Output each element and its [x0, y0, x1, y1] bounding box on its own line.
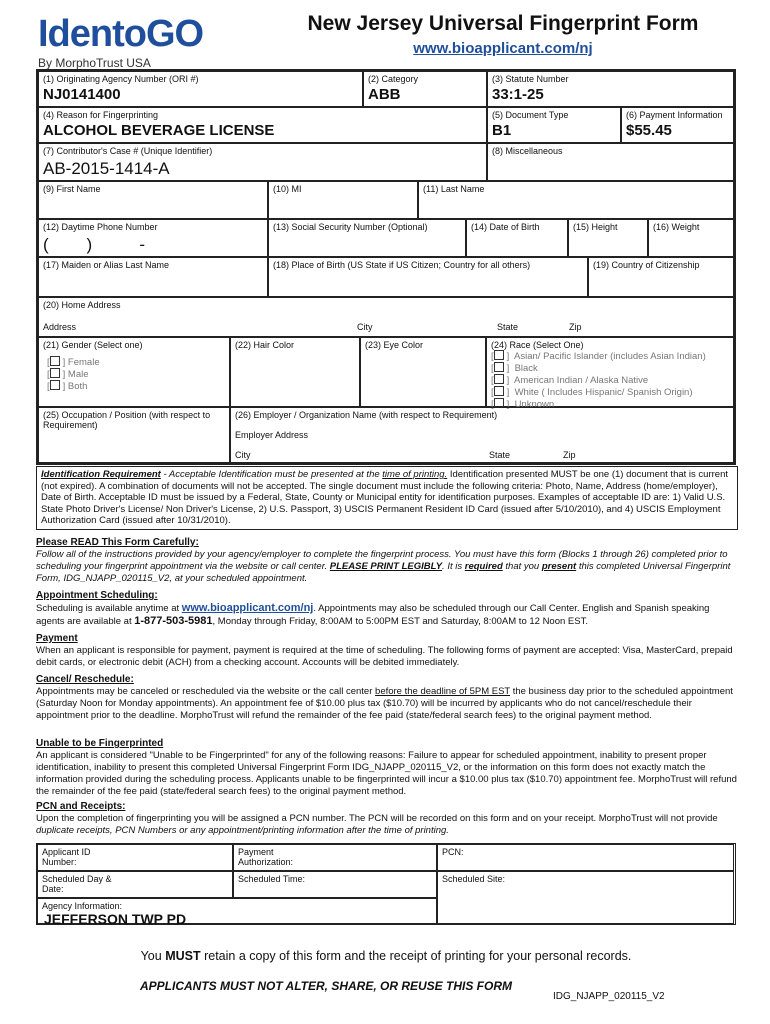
- applicant-id-field[interactable]: [37, 844, 233, 871]
- agency-info-label: Agency Information:: [42, 901, 123, 911]
- appt-text: , Monday through Friday, 8:00AM to 5:00PM EST and Saturday, 8:00AM to 12 Noon EST.: [212, 616, 588, 627]
- citizenship-label: (19) Country of Citizenship: [593, 260, 700, 270]
- call-center-phone: 1-877-503-5981: [134, 615, 213, 627]
- race-option[interactable]: [ ] American Indian / Alaska Native: [491, 375, 649, 386]
- payment-label: (6) Payment Information: [626, 110, 723, 120]
- office-use-box: [36, 843, 736, 925]
- race-option[interactable]: [ ] Asian/ Pacific Islander (includes Asian Indian): [491, 351, 706, 362]
- pcn-field[interactable]: [437, 844, 734, 871]
- applicant-form: [36, 69, 736, 465]
- agency-info-field[interactable]: [37, 898, 437, 927]
- race-option-label: White ( Includes Hispanic/ Spanish Origin): [514, 387, 693, 398]
- doctype-value: B1: [492, 122, 512, 139]
- scheduled-site-label: Scheduled Site:: [442, 874, 506, 884]
- do-not-alter-warning: APPLICANTS MUST NOT ALTER, SHARE, OR REUSE THIS FORM: [140, 979, 513, 993]
- cancel-text: Appointments may be canceled or rescheduled via the website or the call center: [36, 686, 376, 697]
- cancel-heading: Cancel/ Reschedule:: [36, 674, 134, 685]
- pcn-text-italic: duplicate receipts, PCN Numbers or any appointment/printing information after the time of printing.: [36, 825, 449, 836]
- eye-color-field[interactable]: [360, 337, 486, 407]
- category-value: ABB: [368, 86, 401, 103]
- scheduled-time-label: Scheduled Time:: [238, 874, 306, 884]
- ident-time: time of printing.: [382, 469, 448, 480]
- state-caption: State: [497, 322, 519, 332]
- gender-option-label: Both: [67, 381, 88, 392]
- mi-field[interactable]: [268, 181, 418, 219]
- ssn-label: (13) Social Security Number (Optional): [273, 222, 428, 232]
- identogo-logo: [38, 13, 218, 70]
- misc-label: (8) Miscellaneous: [492, 146, 563, 156]
- checkbox-icon[interactable]: [494, 350, 504, 360]
- employer-address-caption: Employer Address: [235, 430, 309, 440]
- applicant-id-label: Applicant ID Number:: [42, 847, 91, 867]
- gender-field: [38, 337, 230, 407]
- race-option[interactable]: [ ] Unknown: [491, 399, 555, 410]
- payment-field[interactable]: [621, 107, 734, 143]
- read-body: [36, 549, 738, 585]
- cancel-deadline: before the deadline of 5PM EST: [375, 686, 511, 697]
- doctype-field[interactable]: [487, 107, 621, 143]
- header-url-link[interactable]: www.bioapplicant.com/nj: [413, 40, 593, 57]
- phone-value: ( ) -: [43, 235, 145, 254]
- dob-label: (14) Date of Birth: [471, 222, 540, 232]
- home-address-label: (20) Home Address: [43, 300, 121, 310]
- ident-heading: Identification Requirement: [41, 469, 161, 480]
- phone-field[interactable]: [38, 219, 268, 257]
- height-field[interactable]: [568, 219, 648, 257]
- hair-color-label: (22) Hair Color: [235, 340, 295, 350]
- appointment-body: [36, 602, 738, 628]
- maiden-label: (17) Maiden or Alias Last Name: [43, 260, 170, 270]
- payment-auth-field[interactable]: [233, 844, 437, 871]
- checkbox-icon[interactable]: [494, 362, 504, 372]
- cancel-body: [36, 686, 738, 722]
- ssn-field[interactable]: [268, 219, 466, 257]
- ori-field[interactable]: [38, 71, 363, 107]
- checkbox-icon[interactable]: [494, 374, 504, 384]
- race-option-label: Asian/ Pacific Islander (includes Asian Indian): [514, 351, 706, 362]
- unable-section: [36, 738, 738, 798]
- payment-heading: Payment: [36, 633, 78, 644]
- read-heading: Please READ This Form Carefully:: [36, 537, 199, 548]
- first-name-field[interactable]: [38, 181, 268, 219]
- case-field[interactable]: [38, 143, 487, 181]
- appointment-section: [36, 590, 738, 628]
- appt-text: . Appointments may also be scheduled through our Call Center. English and Spanish speaking agents are available at: [36, 603, 710, 627]
- agency-info-value: JEFFERSON TWP PD: [44, 911, 187, 927]
- occupation-field[interactable]: [38, 407, 230, 463]
- ori-value: NJ0141400: [43, 86, 121, 103]
- cancel-section: [36, 674, 738, 722]
- cancel-text: the business day prior to the scheduled appointment (Saturday Noon for Monday appointments). An appointment fee of $10.00 plus tax ($10.70) will be incurred by applicants who do not cancel/reschedule their appointment prior to the deadline. MorphoTrust will refund the remainder of the fee paid (state/federal search fees) to the original payment method.: [36, 686, 733, 721]
- race-option-label: Black: [514, 363, 538, 374]
- pcn-section: [36, 801, 738, 837]
- read-text: Follow all of the instructions provided by your agency/employer to complete the fingerprint process. You must have this form (Blocks 1 through 26) completed prior to scheduling your fingerprint appointment via the website or call center.: [36, 549, 728, 572]
- hair-color-field[interactable]: [230, 337, 360, 407]
- present-word: present: [541, 561, 577, 572]
- pcn-heading: PCN and Receipts:: [36, 801, 126, 812]
- scheduled-site-field[interactable]: [437, 871, 734, 924]
- statute-value: 33:1-25: [492, 86, 544, 103]
- checkbox-icon[interactable]: [ ]: [47, 369, 66, 380]
- scheduled-day-field[interactable]: [37, 871, 233, 898]
- category-field[interactable]: [363, 71, 487, 107]
- ident-text-1: - Acceptable Identification must be presented at the: [160, 469, 383, 480]
- occupation-label: (25) Occupation / Position (with respect to Requirement): [43, 410, 211, 430]
- reason-value: ALCOHOL BEVERAGE LICENSE: [43, 122, 275, 139]
- reason-field[interactable]: [38, 107, 487, 143]
- employer-label: (26) Employer / Organization Name (with respect to Requirement): [235, 410, 498, 420]
- pob-label: (18) Place of Birth (US State if US Citizen; Country for all others): [273, 260, 531, 270]
- must-word: MUST: [165, 949, 201, 963]
- appointment-url-link[interactable]: www.bioapplicant.com/nj: [181, 602, 314, 614]
- form-title: New Jersey Universal Fingerprint Form: [307, 12, 699, 35]
- statute-label: (3) Statute Number: [492, 74, 569, 84]
- print-legibly: PLEASE PRINT LEGIBLY: [329, 561, 443, 572]
- employer-state-caption: State: [489, 450, 511, 460]
- doctype-label: (5) Document Type: [492, 110, 569, 120]
- unable-heading: Unable to be Fingerprinted: [36, 738, 164, 749]
- required-word: required: [464, 561, 503, 572]
- race-label: (24) Race (Select One): [491, 340, 584, 350]
- case-label: (7) Contributor's Case # (Unique Identifier): [43, 146, 213, 156]
- race-field: [486, 337, 734, 410]
- race-option-label: Unknown: [514, 399, 555, 410]
- mi-label: (10) MI: [273, 184, 302, 194]
- employer-city-caption: City: [235, 450, 251, 460]
- maiden-field[interactable]: [38, 257, 268, 297]
- gender-option-both[interactable]: [47, 380, 225, 392]
- race-option[interactable]: [ ] White ( Includes Hispanic/ Spanish Origin): [491, 387, 693, 398]
- last-name-field[interactable]: [418, 181, 734, 219]
- checkbox-icon[interactable]: [494, 386, 504, 396]
- race-option[interactable]: [ ] Black: [491, 363, 538, 374]
- employer-field[interactable]: [230, 407, 734, 463]
- weight-field[interactable]: [648, 219, 734, 257]
- read-carefully-section: [36, 537, 738, 585]
- last-name-label: (11) Last Name: [423, 184, 485, 194]
- dob-field[interactable]: [466, 219, 568, 257]
- employer-zip-caption: Zip: [563, 450, 576, 460]
- gender-option-label: Male: [67, 369, 89, 380]
- logo-subtitle: By MorphoTrust USA: [38, 56, 151, 70]
- gender-option-male[interactable]: [47, 368, 225, 380]
- pcn-body: [36, 813, 738, 837]
- payment-auth-label: Payment Authorization:: [238, 847, 294, 867]
- race-option-label: American Indian / Alaska Native: [514, 375, 649, 386]
- misc-field[interactable]: [487, 143, 734, 181]
- retain-copy-note: [36, 949, 736, 963]
- read-text: this completed Universal Fingerprint Form, IDG_NJAPP_020115_V2, at your scheduled appointment.: [36, 561, 731, 584]
- scheduled-day-label: Scheduled Day & Date:: [42, 874, 112, 894]
- pob-field[interactable]: [268, 257, 588, 297]
- citizenship-field[interactable]: [588, 257, 734, 297]
- appointment-heading: Appointment Scheduling:: [36, 590, 158, 601]
- payment-body: When an applicant is responsible for payment, payment is required at the time of scheduling. The following forms of payment are accepted: Visa, MasterCard, prepaid debit cards, or electronic debit (ACH) from a checking account. Accounts will be debited immediately.: [36, 645, 733, 668]
- category-label: (2) Category: [368, 74, 419, 84]
- note-text: You: [140, 949, 166, 963]
- pcn-text: Upon the completion of fingerprinting you will be assigned a PCN number. The PCN will be recorded on this form and on your receipt. MorphoTrust will not provide: [36, 813, 718, 824]
- payment-section: [36, 633, 738, 669]
- city-caption: City: [357, 322, 373, 332]
- read-text: that you: [502, 561, 542, 572]
- read-text: . It is: [442, 561, 465, 572]
- scheduled-time-field[interactable]: [233, 871, 437, 898]
- statute-field[interactable]: [487, 71, 734, 107]
- zip-caption: Zip: [569, 322, 582, 332]
- checkbox-icon[interactable]: [ ]: [47, 357, 66, 368]
- case-value: AB-2015-1414-A: [43, 159, 170, 178]
- first-name-label: (9) First Name: [43, 184, 101, 194]
- eye-color-label: (23) Eye Color: [365, 340, 424, 350]
- gender-option-female[interactable]: [47, 356, 225, 368]
- gender-option-label: Female: [67, 357, 100, 368]
- ident-text-2: Identification presented MUST be one (1) document that is current (not expired). A combination of documents will not be accepted. The single document must include the following criteria: Photo, Name, Address (home/employer), Date of Birth. Acceptable ID must be issued by a Federal, State, County or Municipal entity for identification purposes. Examples of acceptable ID are: 1) Valid U.S. State Photo Driver's License/ Non Driver's License, 2) U.S. Passport, 3) USCIS Permanent Resident ID Card (issued after 5/10/2010), and 4) USCIS Employment Authorization Card (issued after 10/31/2010).: [41, 469, 728, 526]
- identification-requirement: [36, 466, 738, 530]
- note-text: retain a copy of this form and the receipt of printing for your personal records.: [200, 949, 632, 963]
- unable-body: An applicant is considered "Unable to be Fingerprinted" for any of the following reasons: Failure to appear for scheduled appointment, inability to present proper identification, inability to present this completed Universal Fingerprint Form IDG_NJAPP_020115_V2, or the information on this form does not exactly match the information provided during the scheduling process. Applicants unable to be fingerprinted will incur a $10.00 plus tax ($10.70) appointment fee. MorphoTrust will refund the remainder of the fee paid (state/federal search fees) to the original payment method.: [36, 750, 737, 797]
- form-code: IDG_NJAPP_020115_V2: [553, 991, 665, 1002]
- home-address-field[interactable]: [38, 297, 734, 337]
- checkbox-icon[interactable]: [ ]: [47, 381, 66, 392]
- pcn-label: PCN:: [442, 847, 464, 857]
- address-caption: Address: [43, 322, 77, 332]
- appt-text: Scheduling is available anytime at: [36, 603, 182, 614]
- phone-label: (12) Daytime Phone Number: [43, 222, 158, 232]
- payment-value: $55.45: [626, 122, 672, 139]
- gender-label: (21) Gender (Select one): [43, 340, 143, 350]
- ori-label: (1) Originating Agency Number (ORI #): [43, 74, 199, 84]
- logo-wordmark: IdentoGO: [38, 13, 204, 55]
- weight-label: (16) Weight: [653, 222, 700, 232]
- reason-label: (4) Reason for Fingerprinting: [43, 110, 159, 120]
- height-label: (15) Height: [573, 222, 618, 232]
